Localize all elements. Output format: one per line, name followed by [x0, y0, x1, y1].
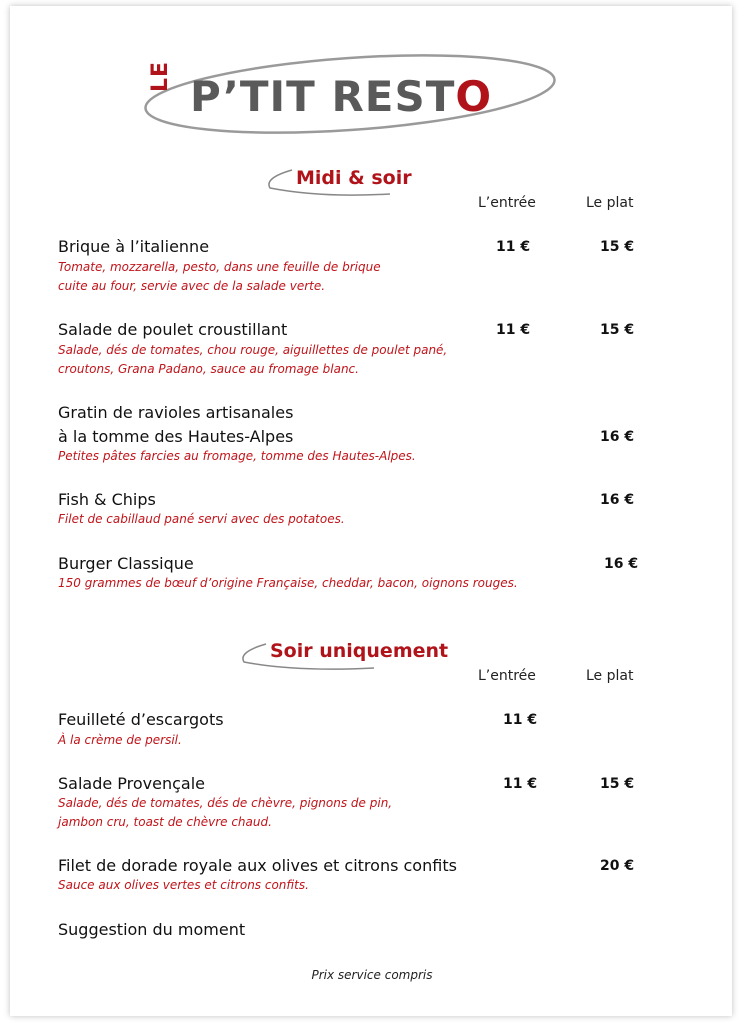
- dish-name: Suggestion du moment: [58, 920, 246, 939]
- column-header-plat: Le plat: [586, 195, 634, 211]
- price-entree: 11 €: [503, 712, 538, 728]
- column-header-entree: L’entrée: [478, 195, 536, 211]
- dish-description: Petites pâtes farcies au fromage, tomme des Hautes-Alpes.: [58, 449, 416, 463]
- price-plat: 20 €: [600, 858, 635, 874]
- column-header-entree: L’entrée: [478, 668, 536, 684]
- dish-name: Salade de poulet croustillant: [58, 320, 288, 339]
- dish-description: Sauce aux olives vertes et citrons confits.: [58, 878, 309, 892]
- dish-description: cuite au four, servie avec de la salade verte.: [58, 279, 326, 293]
- column-header-plat: Le plat: [586, 668, 634, 684]
- dish-description: Filet de cabillaud pané servi avec des potatoes.: [58, 512, 345, 526]
- price-entree: 11 €: [496, 322, 531, 338]
- price-plat: 16 €: [604, 556, 639, 572]
- price-plat: 16 €: [600, 492, 635, 508]
- dish-name: Feuilleté d’escargots: [58, 710, 224, 729]
- price-plat: 15 €: [600, 239, 635, 255]
- section-title-soir-uniquement: Soir uniquement: [270, 640, 449, 662]
- dish-name: Filet de dorade royale aux olives et citrons confits: [58, 856, 457, 875]
- price-plat: 15 €: [600, 776, 635, 792]
- dish-name-line2: à la tomme des Hautes-Alpes: [58, 427, 294, 446]
- dish-name: Brique à l’italienne: [58, 237, 210, 256]
- dish-description: jambon cru, toast de chèvre chaud.: [58, 815, 272, 829]
- price-entree: 11 €: [496, 239, 531, 255]
- price-plat: 15 €: [600, 322, 635, 338]
- dish-name: Salade Provençale: [58, 774, 206, 793]
- dish-description: Tomate, mozzarella, pesto, dans une feuille de brique: [58, 260, 381, 274]
- footer-note: Prix service compris: [311, 968, 433, 982]
- dish-name: Gratin de ravioles artisanales: [58, 403, 294, 422]
- logo-name: P’TIT RESTO: [190, 72, 493, 121]
- dish-name: Burger Classique: [58, 554, 194, 573]
- dish-description: À la crème de persil.: [58, 733, 182, 747]
- restaurant-logo: [140, 48, 560, 138]
- dish-description: croutons, Grana Padano, sauce au fromage blanc.: [58, 362, 359, 376]
- dish-name: Fish & Chips: [58, 490, 156, 509]
- section-title-midi-soir: Midi & soir: [296, 167, 412, 189]
- price-entree: 11 €: [503, 776, 538, 792]
- price-plat: 16 €: [600, 429, 635, 445]
- dish-description: Salade, dés de tomates, chou rouge, aiguillettes de poulet pané,: [58, 343, 448, 357]
- dish-description: Salade, dés de tomates, dés de chèvre, pignons de pin,: [58, 796, 393, 810]
- dish-description: 150 grammes de bœuf d’origine Française, cheddar, bacon, oignons rouges.: [58, 576, 518, 590]
- logo-le: LE: [148, 60, 173, 92]
